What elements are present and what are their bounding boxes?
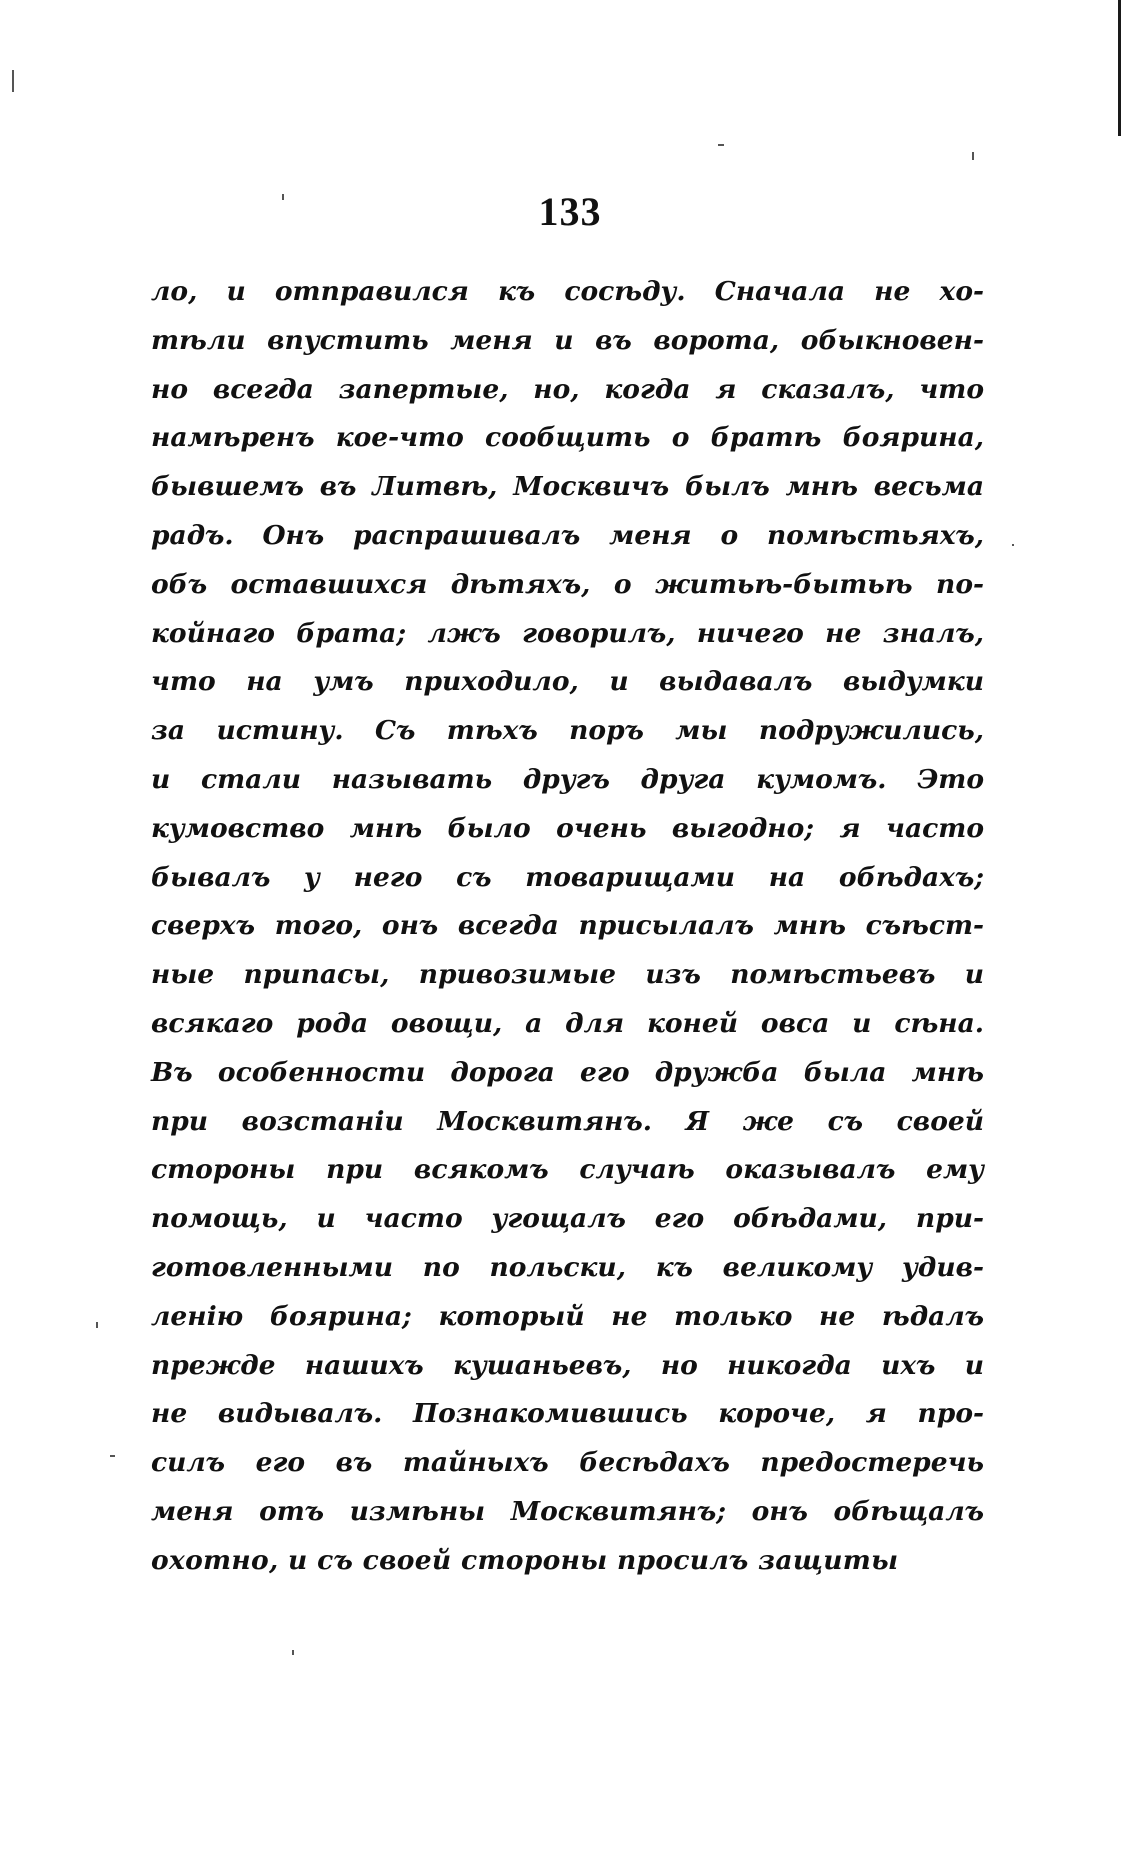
text-line: бывшемъ въ Литвѣ, Москвичъ былъ мнѣ весьма: [151, 471, 984, 503]
text-line: и стали называть другъ друга кумомъ. Это: [151, 763, 984, 795]
text-line: объ оставшихся дѣтяхъ, о житьѣ-бытьѣ по-: [151, 568, 984, 600]
scan-speck: [1012, 544, 1014, 546]
text-line: за истину. Съ тѣхъ поръ мы подружились,: [151, 715, 984, 747]
text-line: всякаго рода овощи, а для коней овса и сѣна.: [151, 1007, 984, 1039]
text-line: радъ. Онъ распрашивалъ меня о помѣстьяхъ,: [151, 519, 984, 551]
text-line: что на умъ приходило, и выдавалъ выдумки: [151, 666, 984, 698]
scan-speck: [110, 1455, 115, 1457]
scan-speck: [12, 70, 14, 92]
text-line: сверхъ того, онъ всегда присылалъ мнѣ съѣст-: [151, 910, 984, 942]
text-line: не видывалъ. Познакомившись короче, я про-: [151, 1398, 984, 1430]
scan-speck: [972, 152, 974, 160]
text-line: помощь, и часто угощалъ его обѣдами, при-: [151, 1203, 984, 1235]
text-line: ленію боярина; который не только не ѣдалъ: [151, 1300, 984, 1332]
scan-speck: [718, 144, 724, 146]
text-line: Въ особенности дорога его дружба была мнѣ: [151, 1056, 984, 1088]
body-text: [151, 268, 984, 1586]
text-line: ные припасы, привозимые изъ помѣстьевъ и: [151, 959, 984, 991]
text-line: но всегда запертые, но, когда я сказалъ, что: [151, 373, 984, 405]
text-line: прежде нашихъ кушаньевъ, но никогда ихъ и: [151, 1349, 984, 1381]
scan-speck: [292, 1650, 294, 1655]
text-line: ло, и отправился къ сосѣду. Сначала не хо-: [151, 276, 984, 307]
text-line: тѣли впустить меня и въ ворота, обыкновен-: [151, 324, 984, 356]
page-binding-edge: [1118, 0, 1121, 136]
scan-speck: [96, 1322, 98, 1328]
text-line: кумовство мнѣ было очень выгодно; я часто: [151, 812, 984, 844]
text-line: койнаго брата; лжъ говорилъ, ничего не зналъ,: [151, 617, 984, 649]
text-line: готовленными по польски, къ великому удив-: [151, 1251, 984, 1283]
text-line: бывалъ у него съ товарищами на обѣдахъ;: [151, 861, 984, 893]
text-line: меня отъ измѣны Москвитянъ; онъ обѣщалъ: [151, 1495, 984, 1527]
text-line: силъ его въ тайныхъ бесѣдахъ предостеречь: [151, 1447, 984, 1479]
text-line: охотно, и съ своей стороны просилъ защиты: [151, 1544, 899, 1576]
text-line: стороны при всякомъ случаѣ оказывалъ ему: [151, 1154, 984, 1186]
text-line: при возстаніи Москвитянъ. Я же съ своей: [151, 1105, 984, 1137]
page-number: 133: [538, 189, 602, 234]
text-line: намѣренъ кое-что сообщить о братѣ боярина,: [151, 422, 984, 454]
